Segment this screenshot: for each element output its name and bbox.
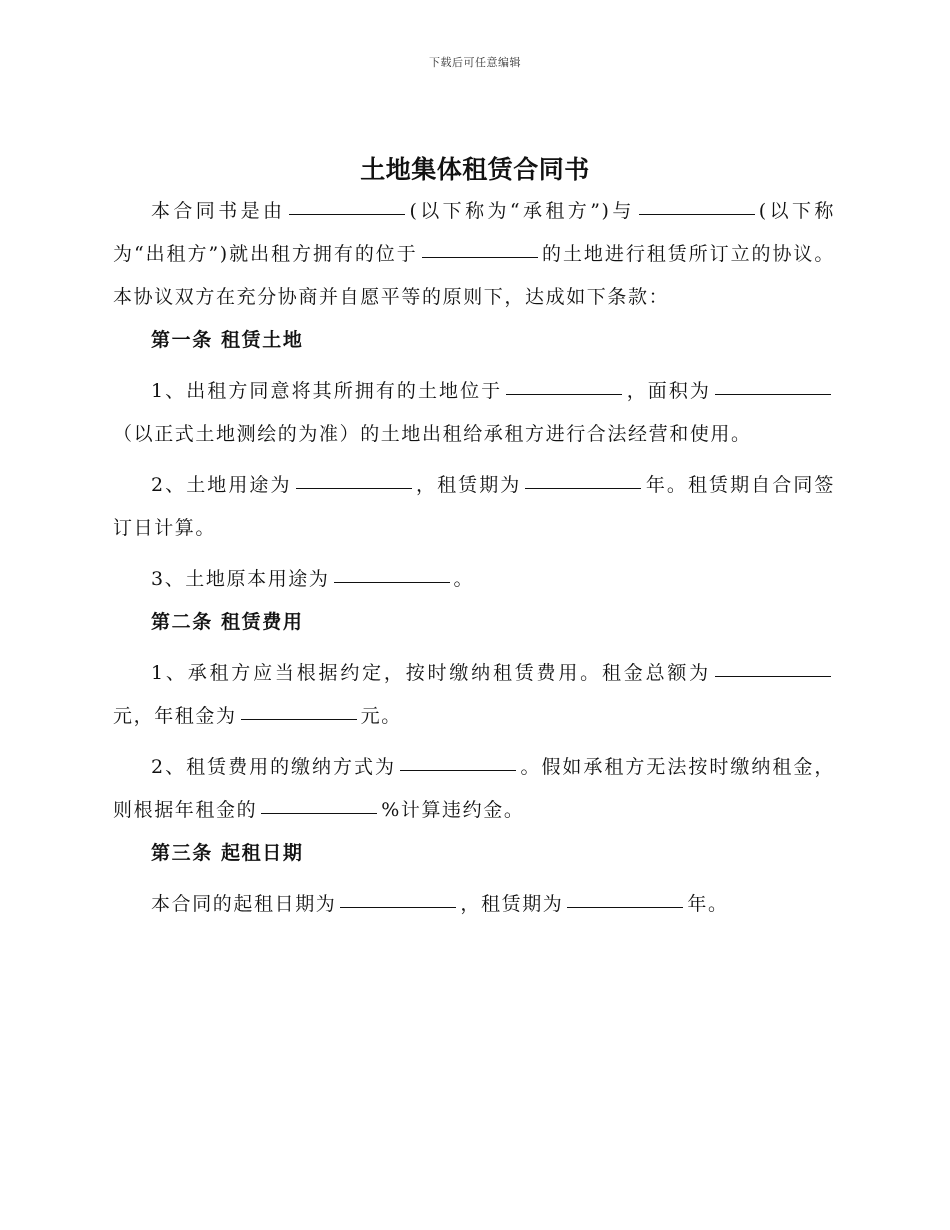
land-address-blank[interactable] [506, 393, 622, 395]
total-rent-blank[interactable] [715, 675, 831, 677]
article2-item1-text-1: 1、承租方应当根据约定，按时缴纳租赁费用。租金总额为 [151, 662, 711, 684]
article1-item2 [113, 464, 835, 550]
intro-text-1: 本合同书是由 [151, 200, 286, 222]
land-location-blank[interactable] [422, 256, 538, 258]
article1-item2-text-2: ，租赁期为 [415, 474, 522, 496]
land-use-blank[interactable] [296, 487, 412, 489]
document-body [113, 190, 835, 926]
article2-item1 [113, 652, 835, 738]
article2-heading: 第二条 租赁费用 [151, 611, 304, 633]
land-area-blank[interactable] [715, 393, 831, 395]
article1-item3 [113, 558, 835, 601]
article2-item1-text-3: 元。 [360, 705, 402, 727]
article3-item1-text-3: 年。 [687, 893, 729, 915]
intro-paragraph [113, 190, 835, 319]
article1-item1-text-1: 1、出租方同意将其所拥有的土地位于 [151, 380, 503, 402]
intro-text-2: (以下称为“承租方”)与 [409, 200, 635, 222]
document-title: 土地集体租赁合同书 [360, 155, 590, 184]
start-date-blank[interactable] [340, 906, 456, 908]
article2-item2 [113, 746, 835, 832]
article3-heading: 第三条 起租日期 [151, 842, 304, 864]
payment-method-blank[interactable] [400, 769, 516, 771]
lease-period-blank[interactable] [567, 906, 683, 908]
article1-item3-text-1: 3、土地原本用途为 [151, 568, 330, 590]
article1-item2-text-3: 年。租赁期自合同签订日计算。 [113, 474, 835, 539]
article2-item2-text-1: 2、租赁费用的缴纳方式为 [151, 756, 397, 778]
lease-term-blank[interactable] [525, 487, 641, 489]
article2-item2-text-2: 。假如承租方无法按时缴纳租金，则根据年租金的 [113, 756, 835, 821]
article1-heading: 第一条 租赁土地 [151, 329, 304, 351]
article3-item1-text-2: ，租赁期为 [460, 893, 564, 915]
penalty-rate-blank[interactable] [261, 812, 377, 814]
lessee-name-blank[interactable] [289, 213, 405, 215]
article2-item1-text-2: 元，年租金为 [113, 705, 237, 727]
article1-item1-text-2: ，面积为 [626, 380, 711, 402]
original-use-blank[interactable] [334, 581, 450, 583]
lessor-name-blank[interactable] [639, 213, 755, 215]
article1-item3-text-2: 。 [453, 568, 475, 590]
article3-item1-text-1: 本合同的起租日期为 [151, 893, 337, 915]
article3-item1 [113, 883, 835, 926]
article1-item2-text-1: 2、土地用途为 [151, 474, 292, 496]
annual-rent-blank[interactable] [241, 718, 357, 720]
intro-text-4: 的土地进行租赁所订立的协议。本协议双方在充分协商并自愿平等的原则下，达成如下条款： [113, 243, 835, 308]
header-note: 下载后可任意编辑 [429, 56, 521, 69]
article2-item2-text-3: %计算违约金。 [381, 799, 525, 821]
article1-item1-text-3: （以正式土地测绘的为准）的土地出租给承租方进行合法经营和使用。 [113, 423, 752, 445]
article1-item1 [113, 370, 835, 456]
intro-text-3: (以下称为“出租方”)就出租方拥有的位于 [113, 200, 835, 265]
